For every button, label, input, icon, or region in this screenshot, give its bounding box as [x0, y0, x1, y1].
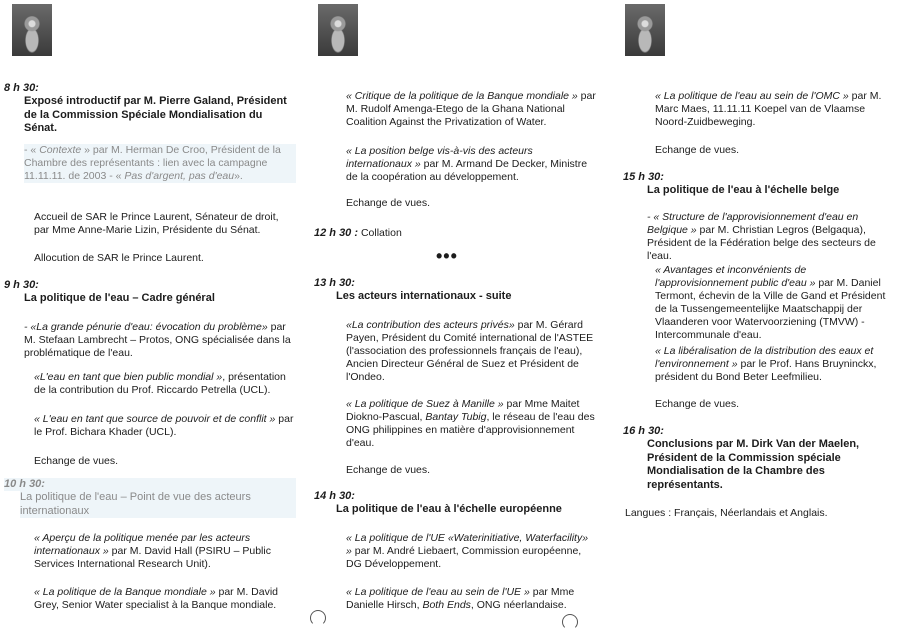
collation-line: 12 h 30 : Collation — [314, 227, 402, 239]
shortage-paragraph: - «La grande pénurie d'eau: évocation du problème» par M. Stefaan Lambrecht – Protos, ONG spécialisée dans la problématique de l'eau. — [24, 321, 291, 359]
session-heading-international-continued: Les acteurs internationaux - suite — [336, 290, 512, 302]
separator-dots: ••• — [436, 246, 458, 266]
eu-waterinitiative-paragraph: « La politique de l'UE «Waterinitiative, Waterfacility» » par M. André Liebaert, Commission européenne, DG Développement. — [346, 532, 589, 570]
time-14h30: 14 h 30: — [314, 490, 355, 502]
liberalisation-paragraph: « La libéralisation de la distribution des eaux et l'environnement » par le Prof. Hans Bruyninckx, président du Bond Beter Leefmilieu. — [655, 345, 877, 383]
time-8h30: 8 h 30: — [4, 82, 39, 94]
binding-hole-mark — [310, 610, 326, 626]
session-heading-european: La politique de l'eau à l'échelle européenne — [336, 503, 562, 515]
critique-paragraph: « Critique de la politique de la Banque mondiale » par M. Rudolf Amenga-Etego de la Ghana National Coalition Against the Privatization of Water. — [346, 90, 596, 128]
context-paragraph: - « Contexte » par M. Herman De Croo, Président de la Chambre des représentants : lien avec la campagne 11.11.11. de 2003 - « Pas d'argent, pas d'eau». — [24, 144, 296, 183]
column-3 — [615, 0, 900, 632]
fountain-logo — [12, 4, 52, 56]
wto-paragraph: « La politique de l'eau au sein de l'OMC » par M. Marc Maes, 11.11.11 Koepel van de Vlaamse Noord-Zuidbeweging. — [655, 90, 882, 128]
session-heading-international: La politique de l'eau – Point de vue des acteurs internationaux — [20, 491, 296, 518]
languages-line: Langues : Français, Néerlandais et Anglais. — [625, 507, 828, 519]
exchange-paragraph-2: Echange de vues. — [346, 464, 431, 476]
exchange-paragraph: Echange de vues. — [655, 144, 740, 156]
speech-paragraph: Allocution de SAR le Prince Laurent. — [34, 252, 204, 264]
time-16h30: 16 h 30: — [623, 425, 664, 437]
welcome-paragraph: Accueil de SAR le Prince Laurent, Sénateur de droit, par Mme Anne-Marie Lizin, Présidente du Sénat. — [34, 211, 279, 236]
exchange-paragraph-2: Echange de vues. — [655, 398, 740, 410]
session-heading-conclusions: Conclusions par M. Dirk Van der Maelen, Président de la Commission spéciale Mondialisation de la Chambre des représentants. — [647, 438, 860, 491]
exchange-paragraph: Echange de vues. — [34, 455, 119, 467]
eu-water-policy-paragraph: « La politique de l'eau au sein de l'UE » par Mme Danielle Hirsch, Both Ends, ONG néerlandaise. — [346, 586, 575, 611]
time-13h30: 13 h 30: — [314, 277, 355, 289]
time-10h30: 10 h 30: — [4, 478, 296, 491]
belgian-position-paragraph: « La position belge vis-à-vis des acteurs internationaux » par M. Armand De Decker, Ministre de la coopération au développement. — [346, 145, 588, 183]
time-9h30: 9 h 30: — [4, 279, 39, 291]
private-actors-paragraph: «La contribution des acteurs privés» par M. Gérard Payen, Président du Comité international de l'ASTEE (l'association des professionnels français de l'eau), Ancien Directeur Général de Suez et Président de l'Ondeo. — [346, 319, 594, 383]
exchange-paragraph: Echange de vues. — [346, 197, 431, 209]
fountain-logo — [318, 4, 358, 56]
session-heading-general: La politique de l'eau – Cadre général — [24, 292, 215, 304]
world-bank-paragraph: « La politique de la Banque mondiale » par M. David Grey, Senior Water specialist à la Banque mondiale. — [34, 586, 279, 611]
session-heading-belgian: La politique de l'eau à l'échelle belge — [647, 184, 840, 196]
public-supply-paragraph: « Avantages et inconvénients de l'approvisionnement public d'eau » par M. Daniel Termont, échevin de la Ville de Gand et Président de la Tussengemeentelijke Maatschappij der Vlaanderen voor Watervoorziening (TMVW) - Intercommunale d'eau. — [655, 264, 886, 341]
binding-hole-mark — [562, 614, 578, 630]
power-conflict-paragraph: « L'eau en tant que source de pouvoir et de conflit » par le Prof. Bichara Khader (UCL). — [34, 413, 294, 438]
time-15h30: 15 h 30: — [623, 171, 664, 183]
suez-manila-paragraph: « La politique de Suez à Manille » par Mme Maitet Diokno-Pascual, Bantay Tubig, le réseau de l'eau des ONG philippines en matière d'approvisionnement d'eau. — [346, 398, 595, 449]
session-heading-intro: Exposé introductif par M. Pierre Galand, Président de la Commission Spéciale Mondialisation du Sénat. — [24, 95, 287, 134]
belgian-supply-structure-paragraph: - « Structure de l'approvisionnement d'eau en Belgique » par M. Christian Legros (Belgaqua), Président de la Fédération belge des secteurs de l'eau. — [647, 211, 876, 262]
overview-paragraph: « Aperçu de la politique menée par les acteurs internationaux » par M. David Hall (PSIRU – Public Services International Research Unit). — [34, 532, 271, 570]
column-1 — [0, 0, 300, 632]
column-2 — [310, 0, 600, 632]
public-good-paragraph: «L'eau en tant que bien public mondial », présentation de la contribution du Prof. Riccardo Petrella (UCL). — [34, 371, 286, 396]
fountain-logo — [625, 4, 665, 56]
